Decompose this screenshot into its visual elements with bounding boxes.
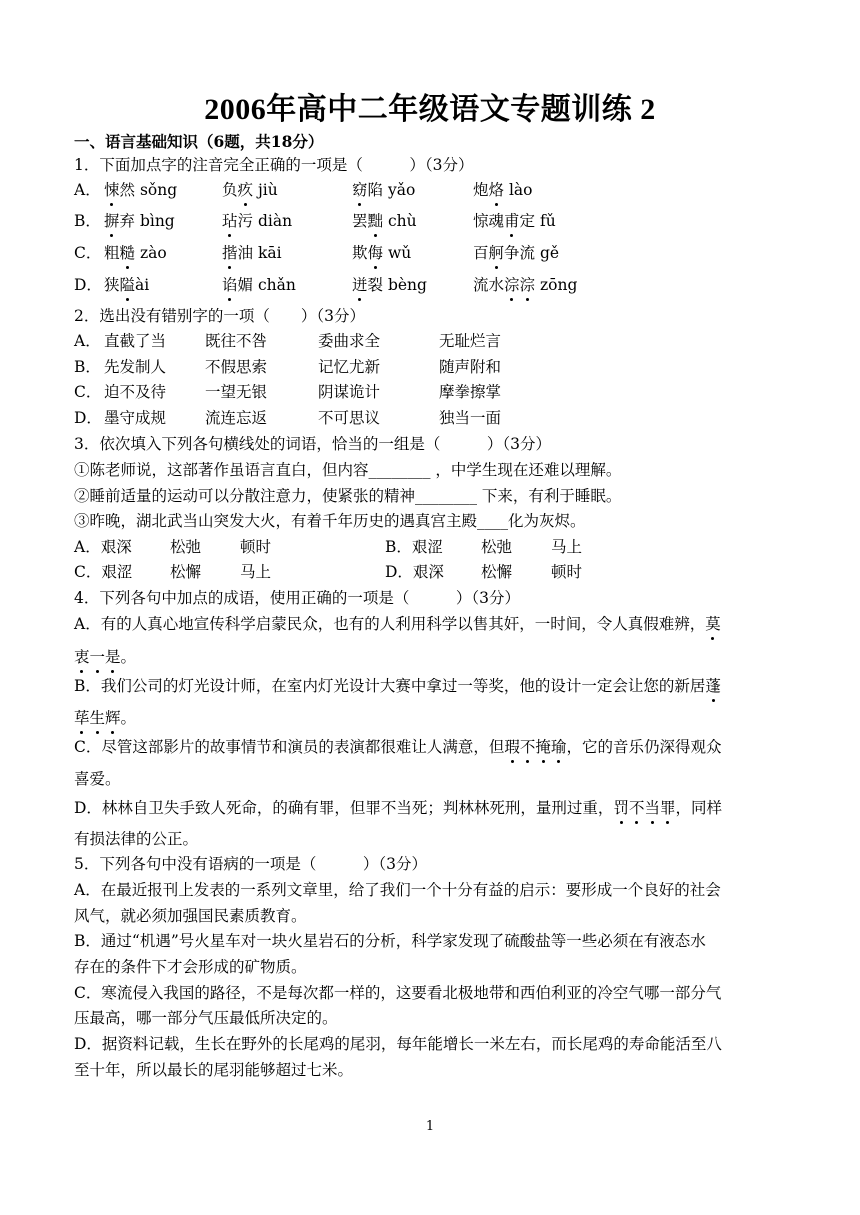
q1-option-item	[352, 183, 415, 199]
q4-b-emphasis-2c: 辉	[105, 709, 121, 727]
emphasized-char: 悚	[104, 181, 120, 199]
q1-option-item	[222, 214, 292, 230]
q2-option-item: 委曲求全	[318, 332, 381, 350]
q1-option-item	[473, 183, 533, 199]
q4-a-emphasis-2b: 一	[89, 648, 106, 666]
item-suffix: 弃 bìng	[119, 212, 175, 230]
q2-option-item: 无耻烂言	[439, 332, 502, 350]
item-suffix: wǔ	[383, 244, 412, 262]
q2-option-item: 独当一面	[439, 409, 502, 427]
q5-option-c-line-1: C．寒流侵入我国的路径，不是每次都一样的，这要看北极地带和西伯利亚的冷空气哪一部分气	[74, 984, 722, 1002]
item-suffix: 陷 yǎo	[367, 181, 416, 199]
q4-a-emphasis-2a: 衷	[74, 648, 90, 666]
item-suffix: lào	[504, 181, 533, 199]
q4-b-emphasis-2b: 生	[89, 709, 106, 727]
q4-option-c-line-1	[74, 740, 721, 756]
emphasized-char: 玷	[222, 212, 238, 230]
q1-option-item	[473, 246, 559, 262]
q1-option-label: C．	[74, 244, 102, 262]
item-prefix: 惊魂	[473, 212, 505, 230]
q2-option-label: A．	[74, 332, 101, 350]
item-suffix: zào	[135, 244, 167, 262]
q5-option-a-line-1: A．在最近报刊上发表的一系列文章里，给了我们一个十分有益的启示：要形成一个良好的社会	[74, 881, 721, 899]
q1-option-item	[222, 246, 282, 262]
item-suffix: jiù	[253, 181, 278, 199]
q2-option-item: 一望无银	[205, 383, 268, 401]
item-suffix: 争流 gě	[504, 244, 560, 262]
q2-option-item: 不可思议	[318, 409, 381, 427]
q4-a-emphasis-2c: 是	[105, 648, 121, 666]
emphasized-char: 侮	[367, 244, 384, 262]
q4-d-emph-2: 不	[628, 799, 645, 817]
q3-stem: 3．依次填入下列各句横线处的词语，恰当的一组是（ ）（3分）	[74, 435, 551, 453]
emphasized-char: 烙	[488, 181, 505, 199]
item-suffix: zōng	[535, 276, 578, 294]
q2-option-item: 摩拳擦掌	[439, 383, 502, 401]
section-heading: 一、语言基础知识（6题，共18分）	[74, 132, 324, 151]
q3-option-b-2: 松弛	[481, 538, 513, 556]
q3-option-c-2: 松懈	[170, 563, 202, 581]
q3-option-d-3: 顿时	[551, 563, 583, 581]
q1-option-item	[104, 214, 175, 230]
emphasized-char: 谄	[222, 276, 238, 294]
q4-c-emph-3: 掩	[535, 738, 551, 756]
q5-option-c-line-2: 压最高，哪一部分气压最低所决定的。	[74, 1009, 338, 1027]
q4-a-tail: 。	[120, 648, 137, 666]
q4-c-text: C．尽管这部影片的故事情节和演员的表演都很难让人满意，但	[74, 738, 505, 756]
item-prefix: 百	[473, 244, 489, 262]
q5-option-d-line-1: D．据资料记载，生长在野外的长尾鸡的尾羽，每年能增长一米左右，而长尾鸡的寿命能活至八	[74, 1035, 722, 1053]
q4-d-tail: ，同样	[675, 799, 723, 817]
item-suffix: 定 fǔ	[519, 212, 556, 230]
item-prefix: 负	[222, 181, 238, 199]
emphasized-char: 揩	[222, 244, 238, 262]
emphasized-char: 迸	[352, 276, 368, 294]
q2-option-item: 随声附和	[439, 358, 502, 376]
item-prefix: 狭	[104, 276, 120, 294]
item-suffix: 油 kāi	[237, 244, 282, 262]
emphasized-char: 淙	[504, 276, 520, 294]
page-number: 1	[425, 1119, 435, 1134]
q5-stem: 5．下列各句中没有语病的一项是（ ）（3分）	[74, 855, 427, 873]
q5-option-d-line-2: 至十年，所以最长的尾羽能够超过七米。	[74, 1061, 354, 1079]
q1-option-item	[222, 183, 278, 199]
q2-option-label: C．	[74, 383, 102, 401]
q4-b-text: B．我们公司的灯光设计师，在室内灯光设计大赛中拿过一等奖，他的设计一定会让您的新居	[74, 677, 706, 695]
q3-option-b-1: B．艰涩	[385, 538, 443, 556]
q4-a-text: A．有的人真心地宣传科学启蒙民众，也有的人利用科学以售其奸，一时间，令人真假难辨，	[74, 615, 706, 633]
q4-b-tail: 。	[120, 709, 137, 727]
q3-option-d-2: 松懈	[481, 563, 513, 581]
q4-b-emphasis-2a: 荜	[74, 709, 90, 727]
page-title: 2006年高中二年级语文专题训练 2	[204, 93, 656, 126]
q3-option-a-2: 松弛	[170, 538, 202, 556]
emphasized-char: 窈	[352, 181, 368, 199]
item-suffix: 然 sǒng	[119, 181, 178, 199]
q3-option-c-3: 马上	[240, 563, 272, 581]
q4-c-tail: ，它的音乐仍深得观众	[566, 738, 722, 756]
q4-c-emph-4: 瑜	[550, 738, 567, 756]
q1-option-label: D．	[74, 276, 102, 294]
q2-option-label: D．	[74, 409, 102, 427]
q4-d-text: D．林林自卫失手致人死命，的确有罪，但罪不当死；判林林死刑，量刑过重，	[74, 799, 614, 817]
q3-option-b-3: 马上	[551, 538, 583, 556]
q1-option-item	[473, 214, 556, 230]
q1-option-label: A．	[74, 181, 101, 199]
item-suffix: 媚 chǎn	[237, 276, 296, 294]
q4-option-d-line-2: 有损法律的公正。	[74, 830, 199, 848]
emphasized-char: 黜	[367, 212, 384, 230]
q4-b-emphasis: 蓬	[705, 677, 721, 695]
emphasized-char: 甫	[504, 212, 520, 230]
q4-c-emph-1: 瑕	[504, 738, 520, 756]
q2-stem: 2．选出没有错别字的一项（ ）（3分）	[74, 307, 365, 325]
q4-option-d-line-1	[74, 801, 722, 817]
q2-option-item: 流连忘返	[205, 409, 268, 427]
q1-option-item	[104, 183, 177, 199]
q2-option-item: 迫不及待	[104, 383, 167, 401]
q1-option-item	[222, 278, 296, 294]
q2-option-item: 既往不咎	[205, 332, 268, 350]
q4-option-b-line-1	[74, 679, 721, 695]
q4-d-emph-3: 当	[644, 799, 660, 817]
q1-option-label: B．	[74, 212, 101, 230]
q3-option-d-1: D．艰深	[385, 563, 444, 581]
q1-option-item	[104, 278, 149, 294]
q1-option-item	[104, 246, 167, 262]
q1-option-item	[352, 278, 427, 294]
q3-sentence-1: ①陈老师说，这部著作虽语言直白，但内容________ ，中学生现在还难以理解。	[74, 461, 622, 479]
q4-d-emph-4: 罪	[659, 799, 676, 817]
emphasized-char: 隘	[119, 276, 136, 294]
emphasized-char: 淙	[519, 276, 536, 294]
item-suffix: ài	[135, 276, 150, 294]
q4-c-emph-2: 不	[519, 738, 536, 756]
q5-option-b-line-1: B．通过“机遇”号火星车对一块火星岩石的分析，科学家发现了硫酸盐等一些必须在有液态水	[74, 932, 706, 950]
q5-option-a-line-2: 风气，就必须加强国民素质教育。	[74, 907, 307, 925]
q3-sentence-3: ③昨晚，湖北武当山突发大火，有着千年历史的遇真宫主殿____化为灰烬。	[74, 512, 586, 530]
item-prefix: 流水	[473, 276, 505, 294]
q4-d-emph-1: 罚	[613, 799, 629, 817]
q4-option-c-line-2: 喜爱。	[74, 770, 121, 788]
q1-stem: 1．下面加点字的注音完全正确的一项是（ ）（3分）	[74, 156, 474, 174]
q2-option-item: 记忆尤新	[318, 358, 381, 376]
q2-option-item: 先发制人	[104, 358, 167, 376]
item-suffix: 裂 bèng	[367, 276, 427, 294]
q4-stem: 4．下列各句中加点的成语，使用正确的一项是（ ）（3分）	[74, 589, 520, 607]
q2-option-item: 墨守成规	[104, 409, 167, 427]
item-prefix: 欺	[352, 244, 368, 262]
item-prefix: 粗	[104, 244, 120, 262]
item-prefix: 罢	[352, 212, 368, 230]
q4-option-b-line-2	[74, 711, 136, 727]
q1-option-item	[352, 246, 411, 262]
emphasized-char: 糙	[119, 244, 136, 262]
q2-option-item: 直截了当	[104, 332, 167, 350]
q5-option-b-line-2: 存在的条件下才会形成的矿物质。	[74, 958, 307, 976]
emphasized-char: 疚	[237, 181, 254, 199]
q4-option-a-line-1	[74, 617, 721, 633]
emphasized-char: 摒	[104, 212, 120, 230]
q4-option-a-line-2	[74, 650, 136, 666]
q2-option-item: 阴谋诡计	[318, 383, 381, 401]
q4-a-emphasis: 莫	[705, 615, 721, 633]
q2-option-label: B．	[74, 358, 101, 376]
q3-option-c-1: C．艰涩	[74, 563, 133, 581]
q3-option-a-1: A．艰深	[74, 538, 132, 556]
item-suffix: chù	[383, 212, 417, 230]
q1-option-item	[352, 214, 417, 230]
item-prefix: 炮	[473, 181, 489, 199]
q3-sentence-2: ②睡前适量的运动可以分散注意力，使紧张的精神________ 下来，有利于睡眠。	[74, 487, 622, 505]
item-suffix: 污 diàn	[237, 212, 293, 230]
q2-option-item: 不假思索	[205, 358, 268, 376]
q1-option-item	[473, 278, 577, 294]
q3-option-a-3: 顿时	[240, 538, 272, 556]
emphasized-char: 舸	[488, 244, 505, 262]
